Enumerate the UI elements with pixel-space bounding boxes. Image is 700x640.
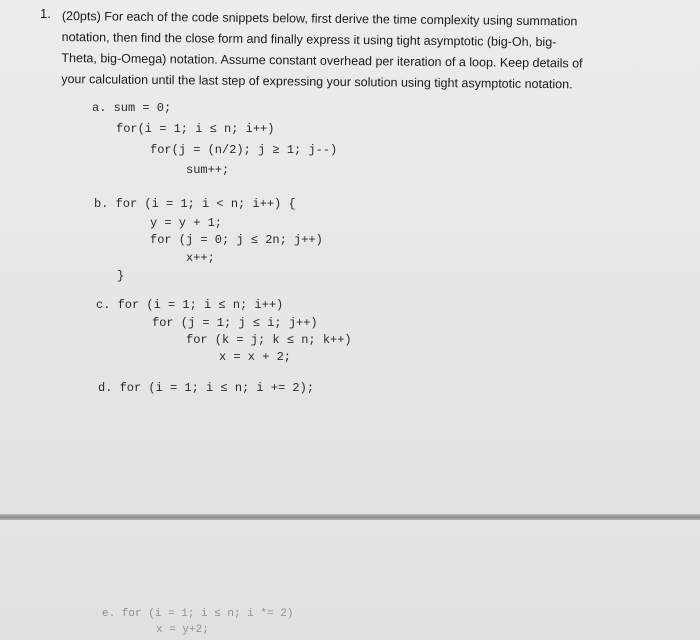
snippet-d-line: d. for (i = 1; i ≤ n; i += 2);	[98, 381, 315, 395]
snippet-c-line: for (j = 1; j ≤ i; j++)	[152, 316, 318, 330]
snippet-a-line: sum++;	[186, 163, 230, 177]
snippet-b-line: for (j = 0; j ≤ 2n; j++)	[150, 233, 323, 247]
prompt-line: notation, then find the close form and finally express it using tight asymptotic (big-Oh, big-	[61, 29, 557, 50]
question-prompt	[61, 6, 637, 96]
snippet-e-line: x = y+2;	[156, 624, 209, 636]
snippet-b-line: b. for (i = 1; i < n; i++) {	[94, 197, 296, 211]
snippet-c-line: c. for (i = 1; i ≤ n; i++)	[96, 298, 284, 312]
snippet-b-line: }	[117, 269, 125, 283]
snippet-a-line: a. sum = 0;	[92, 101, 172, 115]
prompt-line: your calculation until the last step of expressing your solution using tight asymptotic notation.	[61, 71, 573, 92]
snippet-c-line: for (k = j; k ≤ n; k++)	[186, 333, 352, 347]
snippet-e-line: e. for (i = 1; i ≤ n; i *= 2)	[102, 608, 294, 620]
snippet-a-line: for(i = 1; i ≤ n; i++)	[116, 122, 275, 136]
snippet-b-line: x++;	[186, 251, 215, 265]
prompt-line: Theta, big-Omega) notation. Assume constant overhead per iteration of a loop. Keep details of	[61, 50, 583, 71]
snippet-b-line: y = y + 1;	[150, 216, 223, 230]
prompt-line: (20pts) For each of the code snippets below, first derive the time complexity using summation	[61, 8, 578, 29]
next-page-preview	[0, 520, 700, 640]
question-number: 1.	[40, 6, 51, 21]
snippet-c-line: x = x + 2;	[219, 350, 292, 364]
snippet-a-line: for(j = (n/2); j ≥ 1; j--)	[150, 143, 338, 157]
